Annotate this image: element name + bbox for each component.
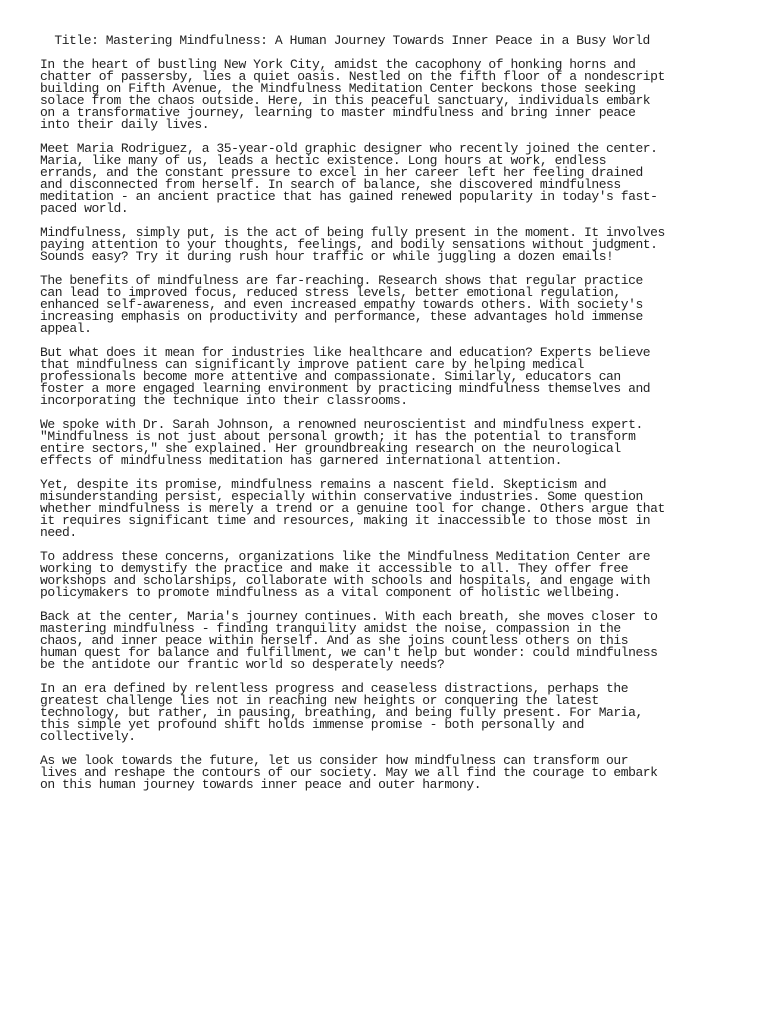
paragraph-4: The benefits of mindfulness are far-reaching. Research shows that regular practice can lead to improved focus, reduced stress levels, better emotional regulation, enhanced self-awareness, and even increased empathy towards others. With society's increasing emphasis on productivity and performance, these advantages hold immense appeal.: [40, 273, 643, 336]
paragraph-9: Back at the center, Maria's journey continues. With each breath, she moves closer to mastering mindfulness - finding tranquility amidst the noise, compassion in the chaos, and inner peace within herself. And as she joins countless others on this human quest for balance and fulfillment, we can't help but wonder: could mindfulness be the antidote our frantic world so desperately needs?: [40, 609, 658, 672]
paragraph-10: In an era defined by relentless progress and ceaseless distractions, perhaps the greatest challenge lies not in reaching new heights or conquering the latest technology, but rather, in pausing, breathing, and being fully present. For Maria, this simple yet profound shift holds immense promise - both personally and collectively.: [40, 681, 643, 744]
document-title: Title: Mastering Mindfulness: A Human Journey Towards Inner Peace in a Busy World: [47, 33, 650, 48]
paragraph-1: In the heart of bustling New York City, amidst the cacophony of honking horns and chatter of passersby, lies a quiet oasis. Nestled on the fifth floor of a nondescript building on Fifth Avenue, the Mindfulness Meditation Center beckons those seeking solace from the chaos outside. Here, in this peaceful sanctuary, individuals embark on a transformative journey, learning to master mindfulness and bring inner peace into their daily lives.: [40, 57, 665, 132]
paragraph-6: We spoke with Dr. Sarah Johnson, a renowned neuroscientist and mindfulness expert. "Mindfulness is not just about personal growth; it has the potential to transform entire sectors," she explained. Her groundbreaking research on the neurological effects of mindfulness meditation has garnered international attention.: [40, 417, 643, 468]
document-body: [40, 59, 740, 803]
paragraph-7: Yet, despite its promise, mindfulness remains a nascent field. Skepticism and misunderstanding persist, especially within conservative industries. Some question whether mindfulness is merely a trend or a genuine tool for change. Others argue that it requires significant time and resources, making it inaccessible to those most in need.: [40, 477, 665, 540]
paragraph-3: Mindfulness, simply put, is the act of being fully present in the moment. It involves paying attention to your thoughts, feelings, and bodily sensations without judgment. Sounds easy? Try it during rush hour traffic or while juggling a dozen emails!: [40, 225, 665, 264]
paragraph-11: As we look towards the future, let us consider how mindfulness can transform our lives and reshape the contours of our society. May we all find the courage to embark on this human journey towards inner peace and outer harmony.: [40, 753, 658, 792]
paragraph-2: Meet Maria Rodriguez, a 35-year-old graphic designer who recently joined the center. Maria, like many of us, leads a hectic existence. Long hours at work, endless errands, and the constant pressure to excel in her career left her feeling drained and disconnected from herself. In search of balance, she discovered mindfulness meditation - an ancient practice that has gained renewed popularity in today's fast- paced world.: [40, 141, 658, 216]
paragraph-5: But what does it mean for industries like healthcare and education? Experts believe that mindfulness can significantly improve patient care by helping medical professionals become more attentive and compassionate. Similarly, educators can foster a more engaged learning environment by practicing mindfulness themselves and incorporating the technique into their classrooms.: [40, 345, 651, 408]
paragraph-8: To address these concerns, organizations like the Mindfulness Meditation Center are working to demystify the practice and make it accessible to all. They offer free workshops and scholarships, collaborate with schools and hospitals, and engage with policymakers to promote mindfulness as a vital component of holistic wellbeing.: [40, 549, 651, 600]
